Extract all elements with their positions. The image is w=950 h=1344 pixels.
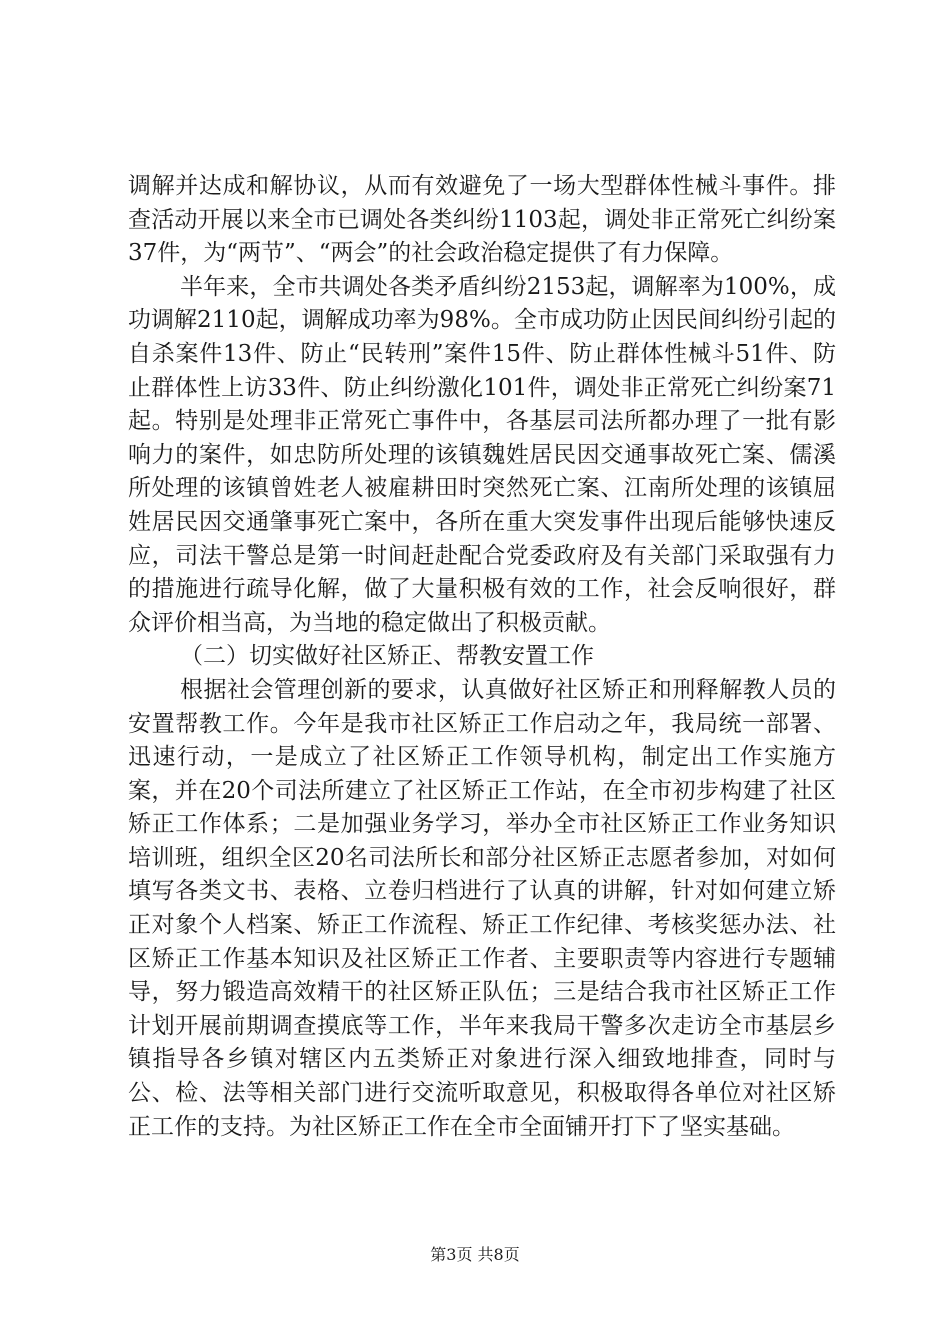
paragraph-community-correction: 根据社会管理创新的要求，认真做好社区矫正和刑释解教人员的安置帮教工作。今年是我市社区矫正工作启动之年，我局统一部署、迅速行动，一是成立了社区矫正工作领导机构，制定出工作实施方案，并在20个司法所建立了社区矫正工作站，在全市初步构建了社区矫正工作体系；二是加强业务学习，举办全市社区矫正工作业务知识培训班，组织全区20名司法所长和部分社区矫正志愿者参加，对如何填写各类文书、表格、立卷归档进行了认真的讲解，针对如何建立矫正对象个人档案、矫正工作流程、矫正工作纪律、考核奖惩办法、社区矫正工作基本知识及社区矫正工作者、主要职责等内容进行专题辅导，努力锻造高效精干的社区矫正队伍；三是结合我市社区矫正工作计划开展前期调查摸底等工作，半年来我局干警多次走访全市基层乡镇指导各乡镇对辖区内五类矫正对象进行深入细致地排查，同时与公、检、法等相关部门进行交流听取意见，积极取得各单位对社区矫正工作的支持。为社区矫正工作在全市全面铺开打下了坚实基础。 — [128, 676, 836, 1140]
paragraph-continued: 调解并达成和解协议，从而有效避免了一场大型群体性械斗事件。排查活动开展以来全市已调处各类纠纷1103起，调处非正常死亡纠纷案37件，为“两节”、“两会”的社会政治稳定提供了有力保障。 — [128, 173, 836, 267]
document-body — [128, 170, 836, 1144]
paragraph-half-year-summary: 半年来，全市共调处各类矛盾纠纷2153起，调解率为100%，成功调解2110起，调解成功率为98%。全市成功防止因民间纠纷引起的自杀案件13件、防止“民转刑”案件15件、防止群体性械斗51件、防止群体性上访33件、防止纠纷激化101件，调处非正常死亡纠纷案71起。特别是处理非正常死亡事件中，各基层司法所都办理了一批有影响力的案件，如忠防所处理的该镇魏姓居民因交通事故死亡案、儒溪所处理的该镇曾姓老人被雇耕田时突然死亡案、江南所处理的该镇屈姓居民因交通肇事死亡案中，各所在重大突发事件出现后能够快速反应，司法干警总是第一时间赶赴配合党委政府及有关部门采取强有力的措施进行疏导化解，做了大量积极有效的工作，社会反响很好，群众评价相当高，为当地的稳定做出了积极贡献。 — [128, 273, 836, 636]
section-heading: （二）切实做好社区矫正、帮教安置工作 — [180, 643, 594, 670]
page-footer: 第3页 共8页 — [430, 1245, 520, 1264]
